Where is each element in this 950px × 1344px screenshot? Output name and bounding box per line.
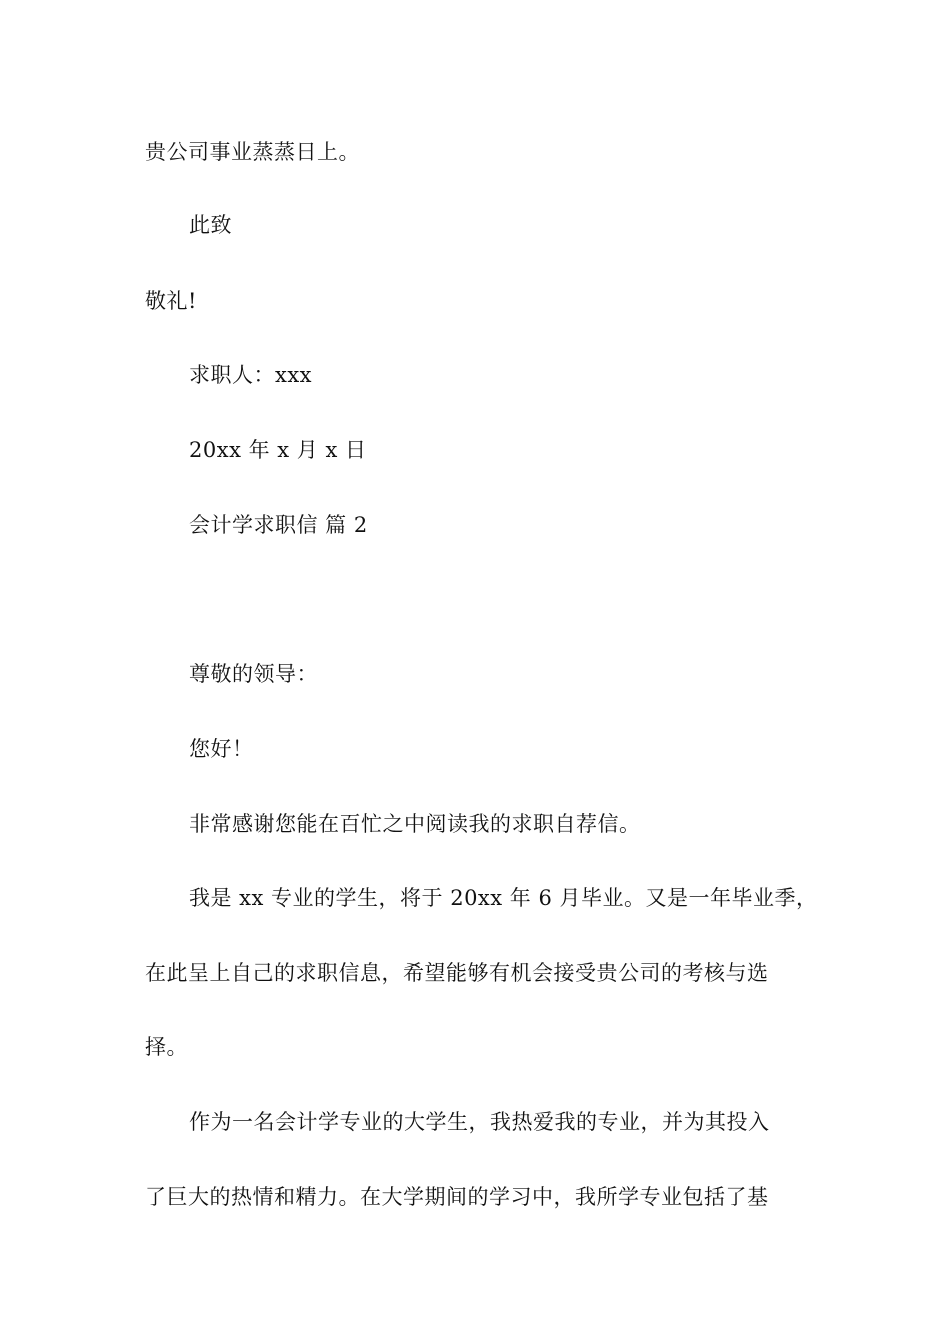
greeting-hello: 您好！ — [189, 737, 254, 761]
letter-date: 20xx 年 x 月 x 日 — [189, 438, 367, 462]
paragraph-intro-line-3: 择。 — [145, 1035, 188, 1059]
paragraph-intro-line-1: 我是 xx 专业的学生，将于 20xx 年 6 月毕业。又是一年毕业季， — [189, 886, 818, 910]
salutation-closing: 此致 — [189, 213, 232, 237]
section-title: 会计学求职信 篇 2 — [189, 513, 368, 537]
paragraph-thanks: 非常感谢您能在百忙之中阅读我的求职自荐信。 — [189, 812, 641, 836]
paragraph-intro-line-2: 在此呈上自己的求职信息，希望能够有机会接受贵公司的考核与选 — [145, 961, 769, 985]
salutation-regards: 敬礼! — [145, 289, 197, 313]
paragraph-major-line-2: 了巨大的热情和精力。在大学期间的学习中，我所学专业包括了基 — [145, 1185, 769, 1209]
paragraph-major-line-1: 作为一名会计学专业的大学生，我热爱我的专业，并为其投入 — [189, 1110, 770, 1134]
greeting-addressee: 尊敬的领导： — [189, 662, 318, 686]
applicant-name: 求职人：xxx — [189, 363, 313, 387]
closing-sentence: 贵公司事业蒸蒸日上。 — [145, 140, 360, 164]
